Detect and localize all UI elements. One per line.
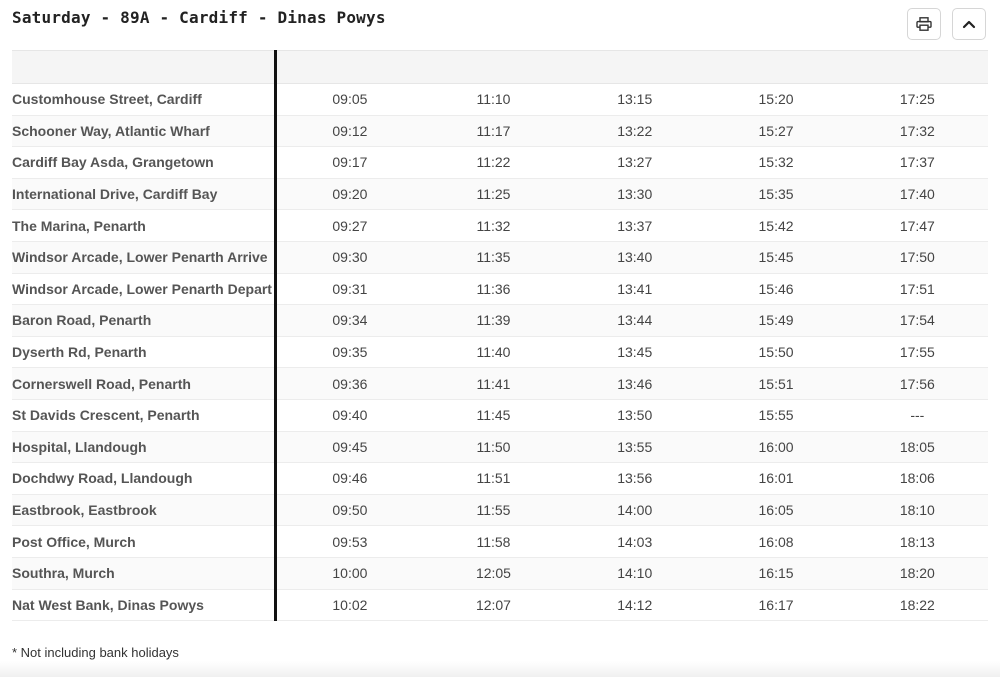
stop-name: Cardiff Bay Asda, Grangetown [12, 147, 276, 179]
stop-name: Baron Road, Penarth [12, 305, 276, 337]
page-title: Saturday - 89A - Cardiff - Dinas Powys [12, 8, 386, 27]
departure-time: 09:35 [276, 336, 423, 368]
table-header [12, 51, 988, 84]
table-row [12, 463, 988, 495]
table-body [12, 84, 988, 621]
table-header-row [12, 51, 988, 84]
stop-name: Cornerswell Road, Penarth [12, 368, 276, 400]
departure-time: 15:46 [705, 273, 846, 305]
departure-time: 17:40 [847, 178, 988, 210]
departure-time: 13:50 [564, 399, 705, 431]
departure-time: 15:32 [705, 147, 846, 179]
departure-time: 09:30 [276, 241, 423, 273]
print-button[interactable] [907, 8, 941, 40]
table-row [12, 368, 988, 400]
departure-time: 13:30 [564, 178, 705, 210]
departure-time: 09:20 [276, 178, 423, 210]
table-row [12, 557, 988, 589]
departure-time: 12:05 [423, 557, 564, 589]
departure-time: 17:51 [847, 273, 988, 305]
departure-time: 09:53 [276, 526, 423, 558]
departure-time: 15:45 [705, 241, 846, 273]
header-cell-time [276, 51, 423, 84]
table-row [12, 178, 988, 210]
departure-time: 17:25 [847, 84, 988, 116]
departure-time: 14:03 [564, 526, 705, 558]
departure-time: 13:44 [564, 305, 705, 337]
stop-name: Post Office, Murch [12, 526, 276, 558]
departure-time: 17:56 [847, 368, 988, 400]
departure-time: 17:47 [847, 210, 988, 242]
departure-time: 11:36 [423, 273, 564, 305]
departure-time: 11:25 [423, 178, 564, 210]
departure-time: 15:49 [705, 305, 846, 337]
departure-time: 09:05 [276, 84, 423, 116]
departure-time: 13:45 [564, 336, 705, 368]
departure-time: 10:02 [276, 589, 423, 621]
departure-time: 11:41 [423, 368, 564, 400]
table-row [12, 147, 988, 179]
departure-time: 17:54 [847, 305, 988, 337]
stop-name: Customhouse Street, Cardiff [12, 84, 276, 116]
departure-time: 16:17 [705, 589, 846, 621]
departure-time: 11:17 [423, 115, 564, 147]
departure-time: 11:55 [423, 494, 564, 526]
stop-name: Schooner Way, Atlantic Wharf [12, 115, 276, 147]
departure-time: --- [847, 399, 988, 431]
departure-time: 09:46 [276, 463, 423, 495]
stop-name: Dochdwy Road, Llandough [12, 463, 276, 495]
departure-time: 13:55 [564, 431, 705, 463]
departure-time: 09:36 [276, 368, 423, 400]
departure-time: 11:22 [423, 147, 564, 179]
stop-name: Southra, Murch [12, 557, 276, 589]
timetable-table [12, 50, 988, 621]
departure-time: 15:55 [705, 399, 846, 431]
departure-time: 11:58 [423, 526, 564, 558]
departure-time: 13:46 [564, 368, 705, 400]
stop-name: Nat West Bank, Dinas Powys [12, 589, 276, 621]
stop-name: St Davids Crescent, Penarth [12, 399, 276, 431]
departure-time: 11:32 [423, 210, 564, 242]
departure-time: 18:13 [847, 526, 988, 558]
departure-time: 17:55 [847, 336, 988, 368]
departure-time: 12:07 [423, 589, 564, 621]
departure-time: 11:35 [423, 241, 564, 273]
departure-time: 14:10 [564, 557, 705, 589]
departure-time: 16:01 [705, 463, 846, 495]
stop-name: Windsor Arcade, Lower Penarth Arrive [12, 241, 276, 273]
departure-time: 17:50 [847, 241, 988, 273]
stop-name: The Marina, Penarth [12, 210, 276, 242]
table-row [12, 84, 988, 116]
departure-time: 09:17 [276, 147, 423, 179]
departure-time: 18:22 [847, 589, 988, 621]
departure-time: 11:50 [423, 431, 564, 463]
departure-time: 11:10 [423, 84, 564, 116]
departure-time: 16:08 [705, 526, 846, 558]
departure-time: 11:40 [423, 336, 564, 368]
departure-time: 16:05 [705, 494, 846, 526]
departure-time: 11:51 [423, 463, 564, 495]
table-row [12, 241, 988, 273]
departure-time: 13:27 [564, 147, 705, 179]
departure-time: 14:12 [564, 589, 705, 621]
departure-time: 13:41 [564, 273, 705, 305]
printer-icon [916, 17, 932, 31]
collapse-button[interactable] [952, 8, 986, 40]
departure-time: 09:27 [276, 210, 423, 242]
footnote: * Not including bank holidays [12, 645, 179, 660]
departure-time: 18:20 [847, 557, 988, 589]
timetable-header [12, 6, 988, 42]
header-cell-time [705, 51, 846, 84]
departure-time: 15:42 [705, 210, 846, 242]
departure-time: 11:39 [423, 305, 564, 337]
departure-time: 14:00 [564, 494, 705, 526]
departure-time: 18:06 [847, 463, 988, 495]
departure-time: 16:00 [705, 431, 846, 463]
departure-time: 11:45 [423, 399, 564, 431]
departure-time: 13:56 [564, 463, 705, 495]
table-row [12, 273, 988, 305]
chevron-up-icon [962, 19, 976, 29]
departure-time: 15:27 [705, 115, 846, 147]
departure-time: 15:20 [705, 84, 846, 116]
stop-name: Dyserth Rd, Penarth [12, 336, 276, 368]
departure-time: 18:10 [847, 494, 988, 526]
departure-time: 09:34 [276, 305, 423, 337]
departure-time: 09:45 [276, 431, 423, 463]
table-row [12, 115, 988, 147]
table-row [12, 431, 988, 463]
bottom-fade [0, 661, 1000, 677]
table-row [12, 399, 988, 431]
departure-time: 09:31 [276, 273, 423, 305]
table-row [12, 210, 988, 242]
departure-time: 09:12 [276, 115, 423, 147]
stop-name: Windsor Arcade, Lower Penarth Depart [12, 273, 276, 305]
table-row [12, 526, 988, 558]
departure-time: 15:51 [705, 368, 846, 400]
header-cell-time [564, 51, 705, 84]
departure-time: 13:37 [564, 210, 705, 242]
table-row [12, 589, 988, 621]
stop-name: Eastbrook, Eastbrook [12, 494, 276, 526]
header-cell-stop [12, 51, 276, 84]
departure-time: 13:15 [564, 84, 705, 116]
departure-time: 13:22 [564, 115, 705, 147]
departure-time: 13:40 [564, 241, 705, 273]
departure-time: 17:32 [847, 115, 988, 147]
departure-time: 16:15 [705, 557, 846, 589]
departure-time: 15:35 [705, 178, 846, 210]
departure-time: 10:00 [276, 557, 423, 589]
departure-time: 15:50 [705, 336, 846, 368]
departure-time: 17:37 [847, 147, 988, 179]
departure-time: 18:05 [847, 431, 988, 463]
table-row [12, 494, 988, 526]
header-cell-time [423, 51, 564, 84]
stop-name: International Drive, Cardiff Bay [12, 178, 276, 210]
departure-time: 09:50 [276, 494, 423, 526]
table-row [12, 305, 988, 337]
departure-time: 09:40 [276, 399, 423, 431]
header-cell-time [847, 51, 988, 84]
stop-name: Hospital, Llandough [12, 431, 276, 463]
table-row [12, 336, 988, 368]
